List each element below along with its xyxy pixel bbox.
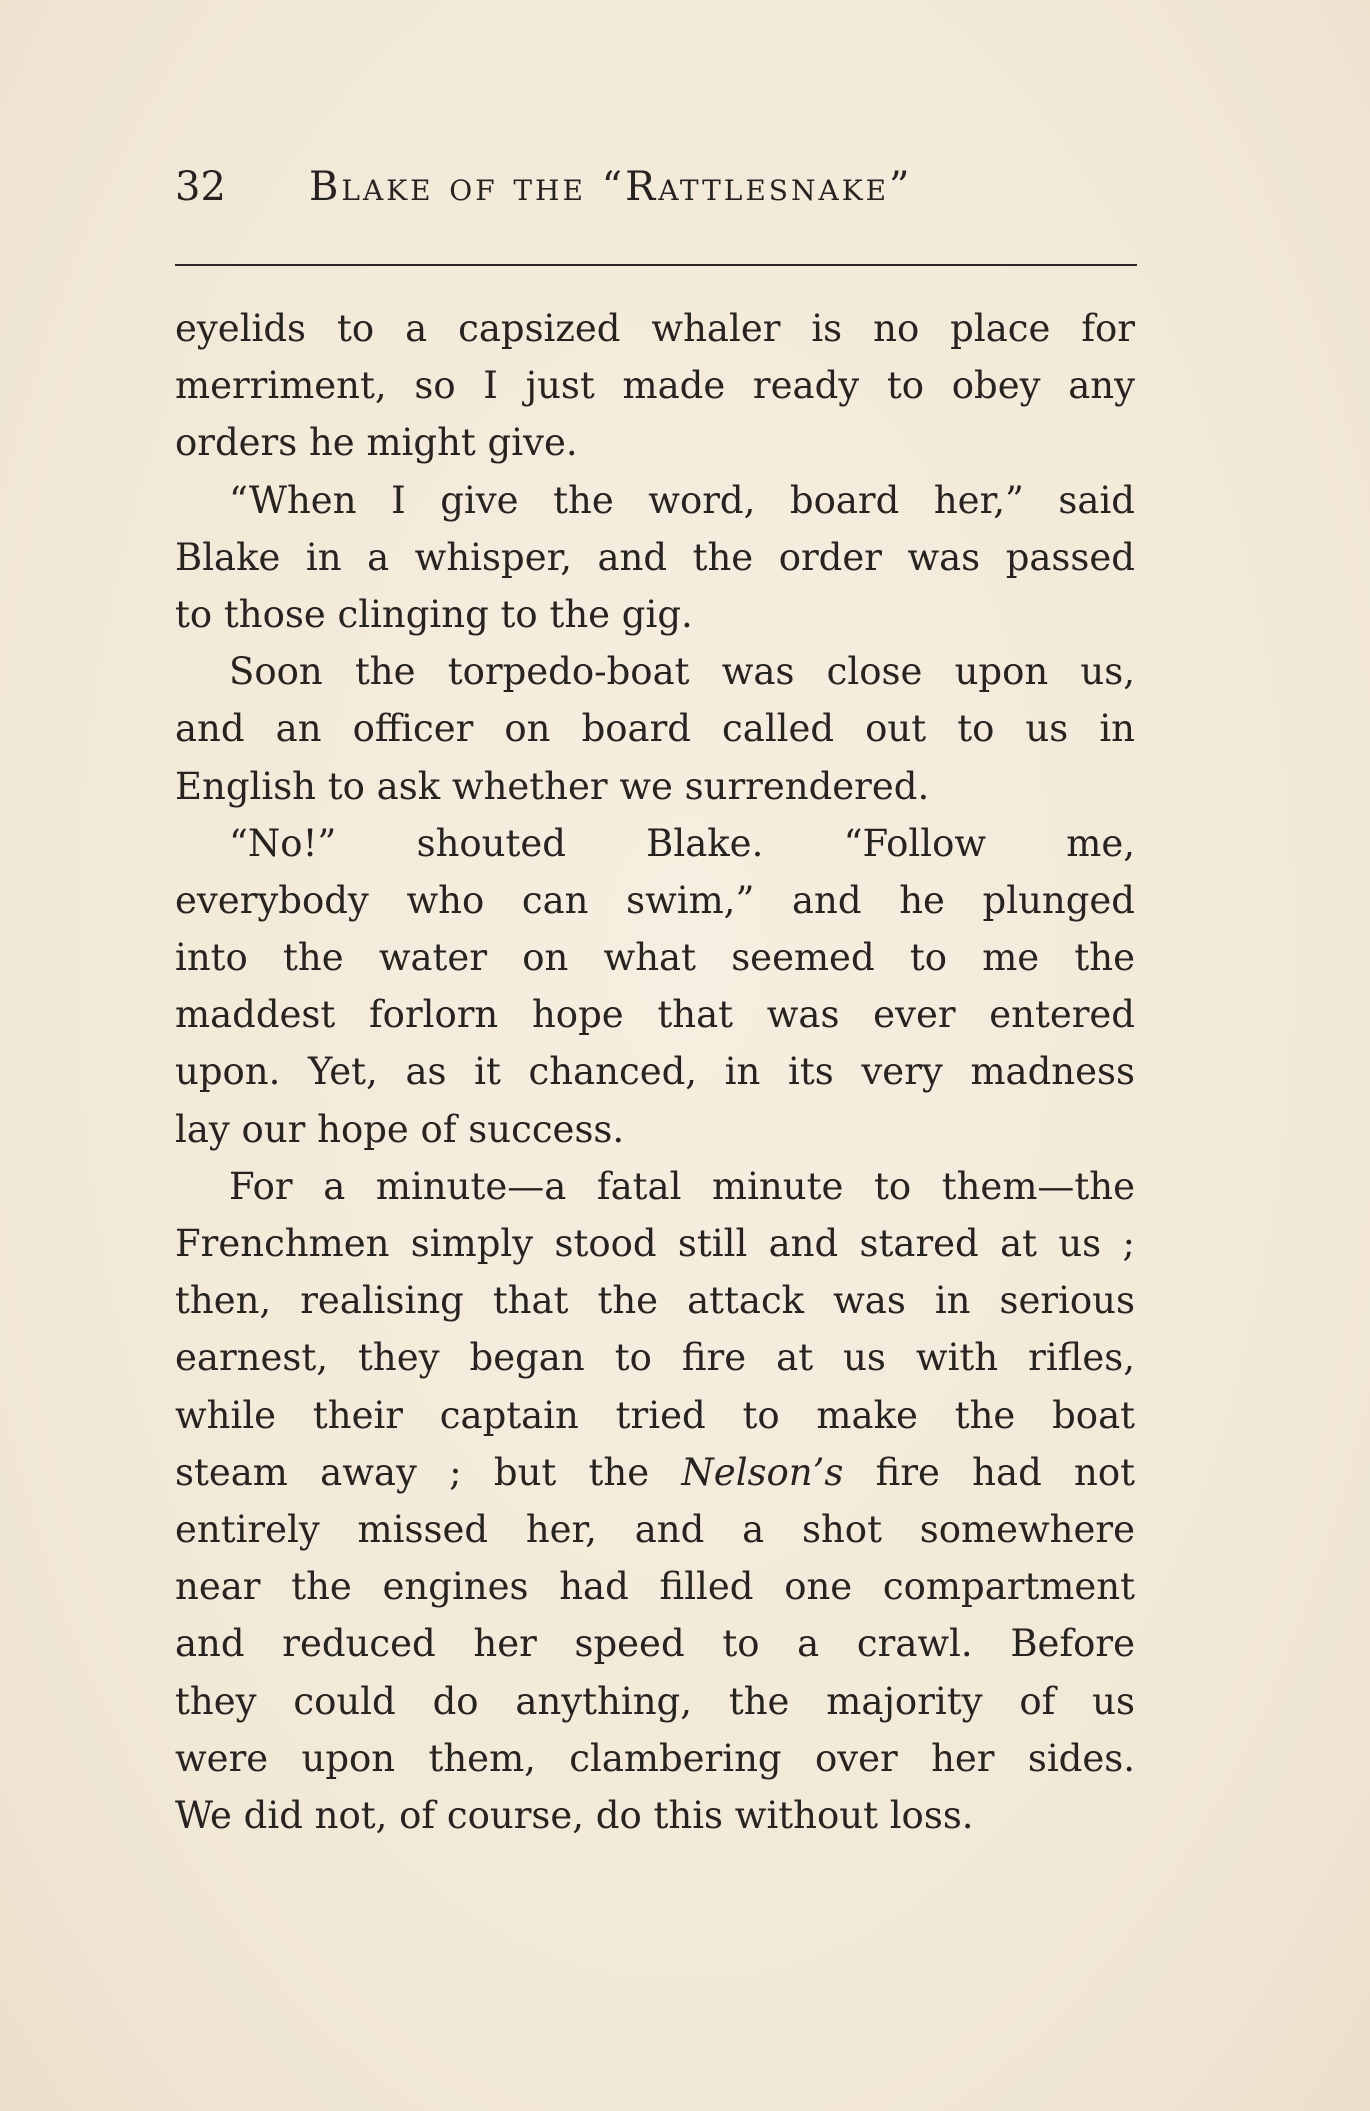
text-line: while their captain tried to make the boat [175, 1393, 1135, 1437]
text-line: they could do anything, the majority of us [175, 1679, 1135, 1723]
running-title: Blake of the “Rattlesnake” [309, 164, 913, 210]
text-line: merriment, so I just made ready to obey any [175, 364, 1135, 408]
text-segment: steam away ; but the [175, 1450, 682, 1494]
header-rule [175, 264, 1137, 266]
text-line: were upon them, clambering over her sides. [175, 1736, 1135, 1780]
text-line: maddest forlorn hope that was ever entered [175, 993, 1135, 1037]
text-line: “When I give the word, board her,” said [229, 478, 1135, 522]
text-line: entirely missed her, and a shot somewhere [175, 1507, 1135, 1551]
page-number: 32 [175, 164, 226, 210]
text-line: orders he might give. [175, 421, 578, 465]
text-line: “No!” shouted Blake. “Follow me, [229, 821, 1135, 865]
body-text [175, 300, 1135, 1844]
text-line: Soon the torpedo-boat was close upon us, [229, 650, 1135, 694]
text-line: earnest, they began to fire at us with rifles, [175, 1336, 1135, 1380]
text-segment: fire had not [843, 1450, 1136, 1494]
text-line: eyelids to a capsized whaler is no place for [175, 307, 1135, 350]
text-line: Frenchmen simply stood still and stared at us ; [175, 1222, 1135, 1265]
text-line: We did not, of course, do this without loss. [175, 1793, 974, 1837]
text-line: near the engines had filled one compartment [175, 1565, 1135, 1609]
text-line [175, 1444, 1135, 1501]
text-line: English to ask whether we surrendered. [175, 764, 930, 808]
page-header [175, 162, 1185, 212]
text-line: everybody who can swim,” and he plunged [175, 878, 1135, 922]
text-line: into the water on what seemed to me the [175, 936, 1135, 980]
text-line: and an officer on board called out to us in [175, 707, 1135, 751]
text-line: and reduced her speed to a crawl. Before [175, 1622, 1135, 1666]
text-line: to those clinging to the gig. [175, 592, 693, 636]
text-line: upon. Yet, as it chanced, in its very madness [175, 1050, 1135, 1094]
text-line: lay our hope of success. [175, 1107, 625, 1151]
text-line: then, realising that the attack was in serious [175, 1279, 1135, 1323]
text-line: Blake in a whisper, and the order was passed [175, 535, 1135, 579]
ship-name-italic: Nelson’s [681, 1450, 844, 1494]
text-line: For a minute—a fatal minute to them—the [229, 1164, 1135, 1208]
